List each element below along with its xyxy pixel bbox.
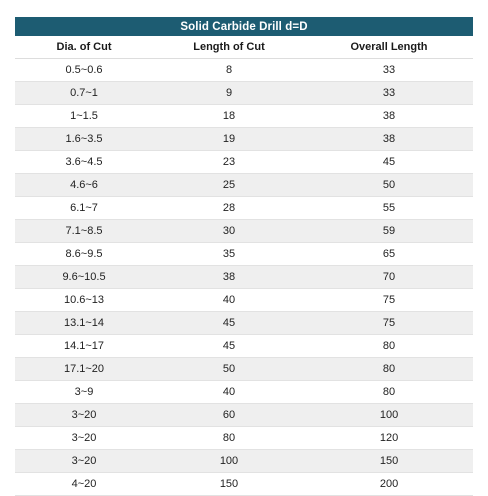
cell-length-of-cut: 18 — [153, 105, 305, 128]
cell-overall-length: 55 — [305, 197, 473, 220]
cell-dia-of-cut: 7.1~8.5 — [15, 220, 153, 243]
cell-overall-length: 75 — [305, 289, 473, 312]
cell-length-of-cut: 80 — [153, 427, 305, 450]
cell-overall-length: 150 — [305, 450, 473, 473]
table-row — [15, 358, 473, 381]
cell-length-of-cut: 45 — [153, 335, 305, 358]
cell-dia-of-cut: 6.1~7 — [15, 197, 153, 220]
cell-overall-length: 50 — [305, 174, 473, 197]
cell-dia-of-cut: 1~1.5 — [15, 105, 153, 128]
table-row — [15, 381, 473, 404]
table-title-row — [15, 17, 473, 36]
cell-dia-of-cut: 3~20 — [15, 450, 153, 473]
cell-dia-of-cut: 0.5~0.6 — [15, 59, 153, 82]
table-row — [15, 128, 473, 151]
cell-dia-of-cut: 0.7~1 — [15, 82, 153, 105]
cell-overall-length: 38 — [305, 128, 473, 151]
cell-dia-of-cut: 10.6~13 — [15, 289, 153, 312]
cell-dia-of-cut: 3~9 — [15, 381, 153, 404]
table-row — [15, 82, 473, 105]
table-row — [15, 266, 473, 289]
cell-overall-length: 80 — [305, 358, 473, 381]
cell-overall-length: 59 — [305, 220, 473, 243]
cell-overall-length: 100 — [305, 404, 473, 427]
cell-dia-of-cut: 4.6~6 — [15, 174, 153, 197]
table-row — [15, 243, 473, 266]
table-row — [15, 220, 473, 243]
cell-dia-of-cut: 3~20 — [15, 404, 153, 427]
cell-length-of-cut: 35 — [153, 243, 305, 266]
cell-length-of-cut: 100 — [153, 450, 305, 473]
cell-overall-length: 120 — [305, 427, 473, 450]
cell-overall-length: 75 — [305, 312, 473, 335]
cell-dia-of-cut: 8.6~9.5 — [15, 243, 153, 266]
cell-length-of-cut: 8 — [153, 59, 305, 82]
cell-length-of-cut: 40 — [153, 381, 305, 404]
cell-overall-length: 33 — [305, 59, 473, 82]
cell-dia-of-cut: 3.6~4.5 — [15, 151, 153, 174]
cell-length-of-cut: 19 — [153, 128, 305, 151]
cell-length-of-cut: 45 — [153, 312, 305, 335]
cell-length-of-cut: 60 — [153, 404, 305, 427]
cell-dia-of-cut: 17.1~20 — [15, 358, 153, 381]
cell-length-of-cut: 40 — [153, 289, 305, 312]
cell-length-of-cut: 25 — [153, 174, 305, 197]
table-row — [15, 174, 473, 197]
cell-overall-length: 70 — [305, 266, 473, 289]
cell-length-of-cut: 9 — [153, 82, 305, 105]
header-dia-of-cut: Dia. of Cut — [15, 36, 153, 59]
cell-dia-of-cut: 4~20 — [15, 473, 153, 496]
cell-overall-length: 65 — [305, 243, 473, 266]
table-row — [15, 59, 473, 82]
cell-length-of-cut: 50 — [153, 358, 305, 381]
cell-dia-of-cut: 14.1~17 — [15, 335, 153, 358]
cell-overall-length: 33 — [305, 82, 473, 105]
table-row — [15, 404, 473, 427]
cell-dia-of-cut: 3~20 — [15, 427, 153, 450]
cell-length-of-cut: 23 — [153, 151, 305, 174]
table-row — [15, 289, 473, 312]
cell-length-of-cut: 28 — [153, 197, 305, 220]
header-length-of-cut: Length of Cut — [153, 36, 305, 59]
header-overall-length: Overall Length — [305, 36, 473, 59]
cell-overall-length: 200 — [305, 473, 473, 496]
cell-overall-length: 45 — [305, 151, 473, 174]
drill-spec-table — [15, 17, 473, 496]
table-row — [15, 427, 473, 450]
cell-length-of-cut: 30 — [153, 220, 305, 243]
cell-dia-of-cut: 1.6~3.5 — [15, 128, 153, 151]
table-title: Solid Carbide Drill d=D — [15, 17, 473, 36]
cell-overall-length: 80 — [305, 381, 473, 404]
table-row — [15, 105, 473, 128]
table-row — [15, 197, 473, 220]
table-body — [15, 59, 473, 496]
table-row — [15, 473, 473, 496]
table-row — [15, 312, 473, 335]
table-header-row — [15, 36, 473, 59]
cell-overall-length: 38 — [305, 105, 473, 128]
table-row — [15, 151, 473, 174]
cell-length-of-cut: 150 — [153, 473, 305, 496]
table-row — [15, 450, 473, 473]
table-row — [15, 335, 473, 358]
cell-dia-of-cut: 9.6~10.5 — [15, 266, 153, 289]
cell-overall-length: 80 — [305, 335, 473, 358]
cell-dia-of-cut: 13.1~14 — [15, 312, 153, 335]
cell-length-of-cut: 38 — [153, 266, 305, 289]
